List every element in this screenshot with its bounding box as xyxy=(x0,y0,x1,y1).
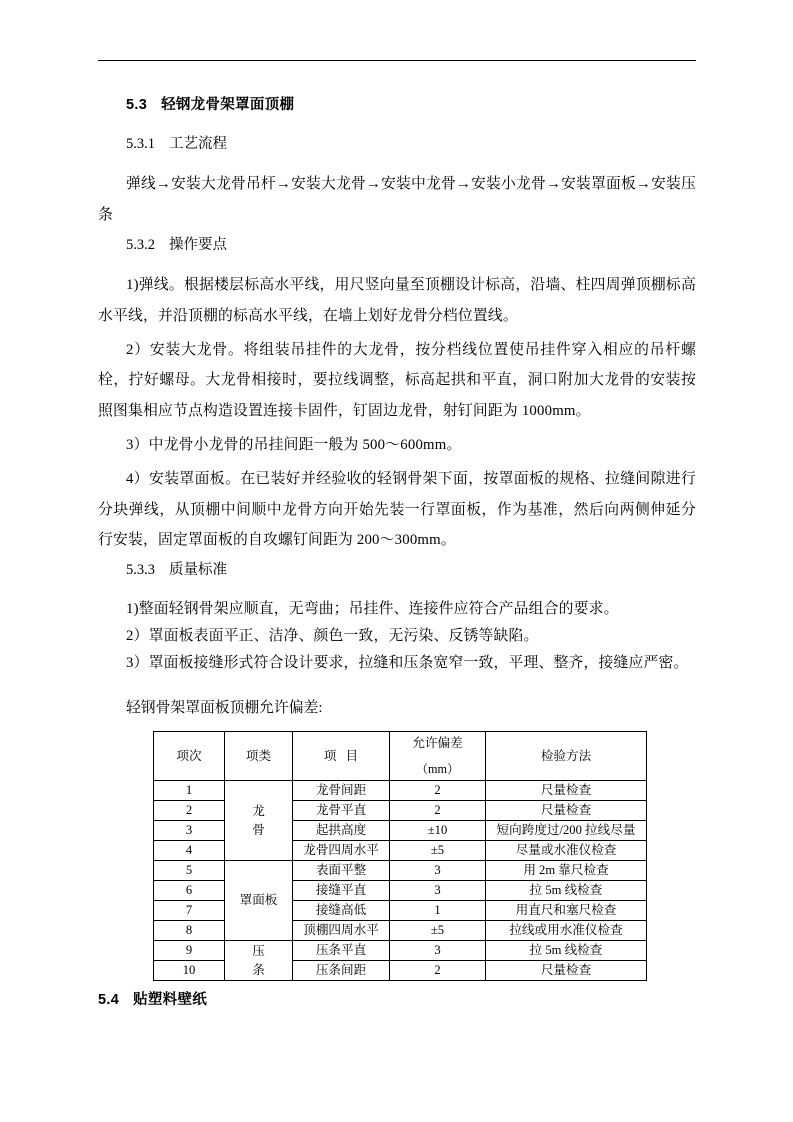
table-caption: 轻钢骨架罩面板顶棚允许偏差: xyxy=(126,699,323,716)
cell-method: 尺量检查 xyxy=(486,961,647,981)
cell-no: 6 xyxy=(154,881,225,901)
header-item-class: 项类 xyxy=(225,732,293,781)
tolerance-table xyxy=(153,731,647,981)
cell-tolerance: 3 xyxy=(390,861,486,881)
header-tolerance-unit: （mm） xyxy=(415,762,460,777)
heading-5-3-2 xyxy=(126,234,696,256)
cell-tolerance: ±5 xyxy=(390,841,486,861)
cell-tolerance: 2 xyxy=(390,781,486,801)
table-row xyxy=(154,861,647,881)
cell-tolerance: ±10 xyxy=(390,821,486,841)
cell-item: 接缝平直 xyxy=(293,881,390,901)
heading-5-3 xyxy=(126,95,696,117)
cell-group-longgu xyxy=(225,781,293,861)
group-label-line1: 龙 xyxy=(252,803,265,818)
cell-tolerance: 3 xyxy=(390,881,486,901)
cell-no: 4 xyxy=(154,841,225,861)
header-rule xyxy=(98,60,696,61)
cell-item: 龙骨平直 xyxy=(293,801,390,821)
operation-point-2: 2）安装大龙骨。将组装吊挂件的大龙骨，按分档线位置使吊挂件穿入相应的吊杆螺栓，拧好螺母。大龙骨相接时，要拉线调整，标高起拱和平直，洞口附加大龙骨的安装按照图集相应节点构造设置连接卡固件，钉固边龙骨，射钉间距为 1000mm。 xyxy=(98,342,696,419)
heading-5-4-number: 5.4 xyxy=(98,992,120,1009)
cell-no: 7 xyxy=(154,901,225,921)
quality-standard-3: 3）罩面板接缝形式符合设计要求，拉缝和压条宽窄一致，平理、整齐，接缝应严密。 xyxy=(126,655,689,672)
heading-5-3-1 xyxy=(126,133,696,155)
header-item-name-b: 目 xyxy=(345,748,359,763)
heading-5-3-1-number: 5.3.1 xyxy=(126,135,155,152)
operation-point-1: 1)弹线。根据楼层标高水平线，用尺竖向量至顶棚设计标高，沿墙、柱四周弹顶棚标高水平线，并沿顶棚的标高水平线，在墙上划好龙骨分档位置线。 xyxy=(98,277,696,324)
heading-5-3-2-number: 5.3.2 xyxy=(126,236,155,253)
cell-group-zhaomianban xyxy=(225,861,293,941)
cell-method: 用直尺和塞尺检查 xyxy=(486,901,647,921)
cell-method: 尽量或水准仪检查 xyxy=(486,841,647,861)
group-label-line1: 压 xyxy=(252,943,265,958)
group-label-line1: 罩面板 xyxy=(239,893,278,908)
operation-point-4: 4）安装罩面板。在已装好并经验收的轻钢骨架下面，按罩面板的规格、拉缝间隙进行分块弹线，从顶棚中间顺中龙骨方向开始先装一行罩面板，作为基准，然后向两侧伸延分行安装，固定罩面板的自攻螺钉间距为 200～300mm。 xyxy=(98,471,696,548)
header-item-name xyxy=(293,732,390,781)
cell-no: 10 xyxy=(154,961,225,981)
table-header xyxy=(154,732,647,781)
quality-standard-1: 1)整面轻钢骨架应顺直，无弯曲；吊挂件、连接件应符合产品组合的要求。 xyxy=(126,600,619,617)
cell-method: 尺量检查 xyxy=(486,801,647,821)
cell-item: 接缝高低 xyxy=(293,901,390,921)
cell-item: 表面平整 xyxy=(293,861,390,881)
cell-item: 压条间距 xyxy=(293,961,390,981)
heading-5-3-title: 轻钢龙骨架罩面顶棚 xyxy=(161,97,295,113)
heading-5-3-3 xyxy=(126,559,696,581)
table-body xyxy=(154,781,647,981)
heading-5-3-2-title: 操作要点 xyxy=(169,236,227,253)
cell-method: 尺量检查 xyxy=(486,781,647,801)
heading-5-4 xyxy=(98,990,696,1012)
cell-tolerance: 2 xyxy=(390,801,486,821)
tolerance-table-wrapper xyxy=(153,731,696,981)
header-tolerance xyxy=(390,732,486,781)
heading-5-3-3-title: 质量标准 xyxy=(169,562,227,579)
table-row xyxy=(154,941,647,961)
header-item-name-a: 项 xyxy=(323,748,337,763)
group-label-line2: 骨 xyxy=(252,822,265,837)
cell-item: 起拱高度 xyxy=(293,821,390,841)
cell-method: 拉 5m 线检查 xyxy=(486,941,647,961)
cell-no: 2 xyxy=(154,801,225,821)
header-inspection-method: 检验方法 xyxy=(486,732,647,781)
cell-no: 5 xyxy=(154,861,225,881)
cell-tolerance: 1 xyxy=(390,901,486,921)
cell-no: 3 xyxy=(154,821,225,841)
heading-5-3-3-number: 5.3.3 xyxy=(126,562,155,579)
table-header-row xyxy=(154,732,647,781)
quality-standard-2: 2）罩面板表面平正、洁净、颜色一致，无污染、反锈等缺陷。 xyxy=(126,628,539,645)
cell-item: 龙骨四周水平 xyxy=(293,841,390,861)
cell-item: 顶棚四周水平 xyxy=(293,921,390,941)
header-tolerance-line1: 允许偏差 xyxy=(412,736,463,751)
cell-tolerance: 3 xyxy=(390,941,486,961)
cell-item: 龙骨间距 xyxy=(293,781,390,801)
cell-method: 短向跨度过/200 拉线尽量 xyxy=(486,821,647,841)
heading-5-3-1-title: 工艺流程 xyxy=(169,135,227,152)
cell-item: 压条平直 xyxy=(293,941,390,961)
cell-no: 9 xyxy=(154,941,225,961)
cell-tolerance: ±5 xyxy=(390,921,486,941)
cell-method: 用 2m 靠尺检查 xyxy=(486,861,647,881)
cell-group-yatiao xyxy=(225,941,293,981)
table-row xyxy=(154,781,647,801)
operation-point-3: 3）中龙骨小龙骨的吊挂间距一般为 500～600mm。 xyxy=(126,436,462,453)
group-label-line2: 条 xyxy=(252,962,265,977)
header-item-no: 项次 xyxy=(154,732,225,781)
heading-5-3-number: 5.3 xyxy=(126,97,148,113)
cell-no: 1 xyxy=(154,781,225,801)
process-flow-paragraph: 弹线→安装大龙骨吊杆→安装大龙骨→安装中龙骨→安装小龙骨→安装罩面板→安装压条 xyxy=(98,176,696,223)
heading-5-4-title: 贴塑料壁纸 xyxy=(133,992,208,1009)
cell-tolerance: 2 xyxy=(390,961,486,981)
cell-method: 拉线或用水准仪检查 xyxy=(486,921,647,941)
cell-method: 拉 5m 线检查 xyxy=(486,881,647,901)
document-content xyxy=(98,60,696,1012)
cell-no: 8 xyxy=(154,921,225,941)
